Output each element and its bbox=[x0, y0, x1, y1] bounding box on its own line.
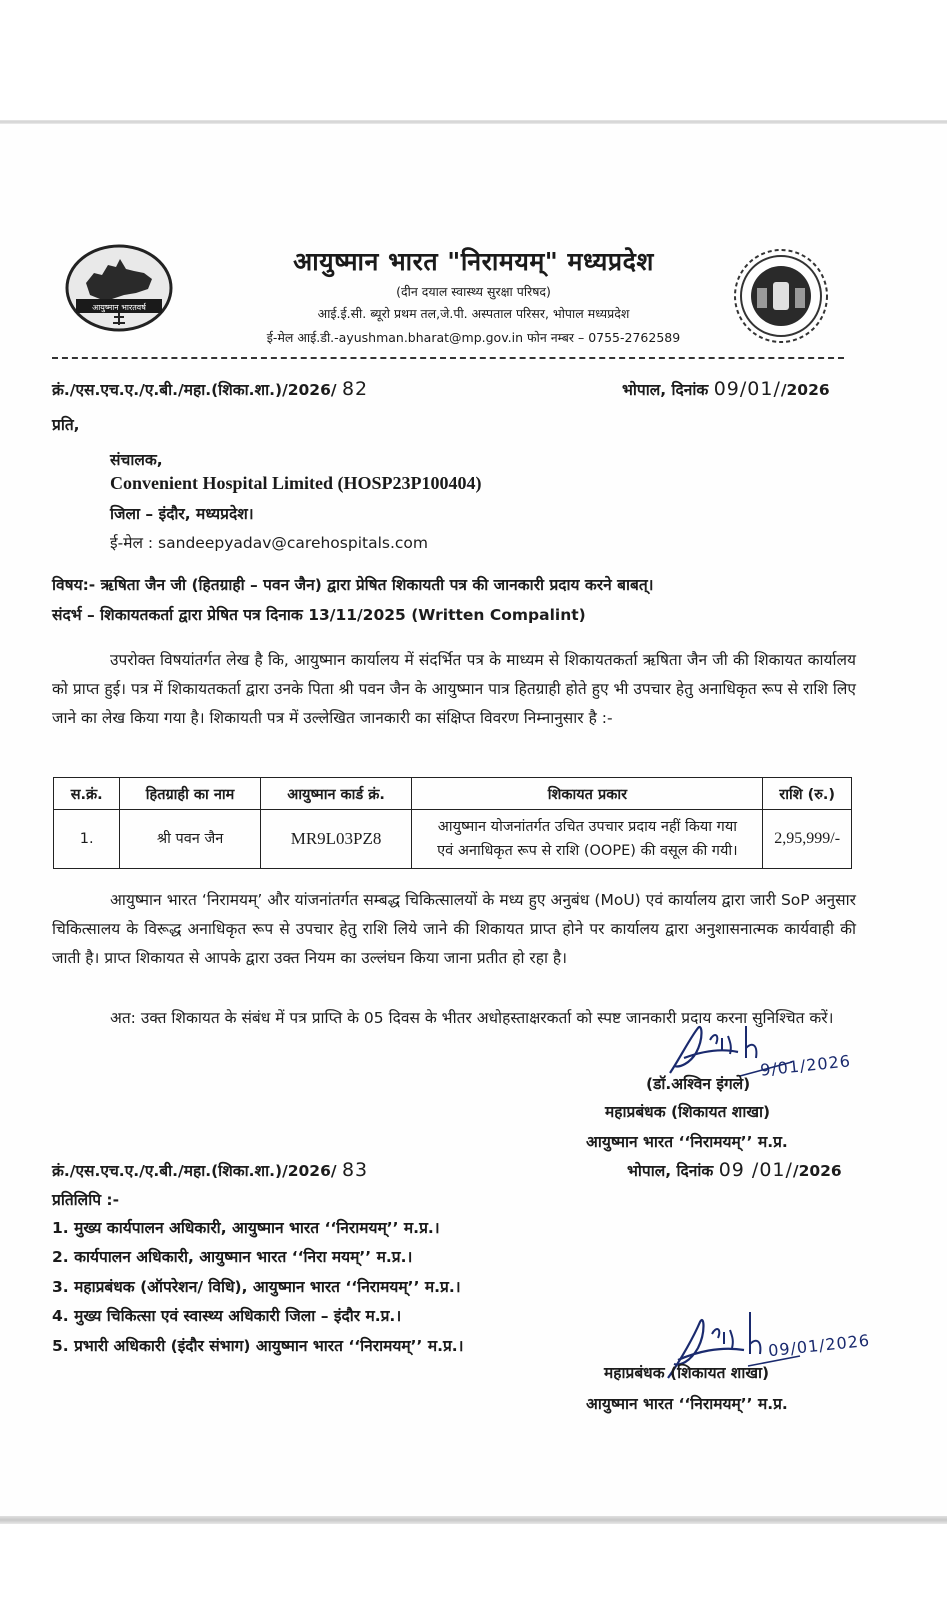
letter-date-handwritten: 09/01/ bbox=[713, 378, 781, 400]
cc-item: 2. कार्यपालन अधिकारी, आयुष्मान भारत ‘‘निरा मयम्’’ म.प्र.। bbox=[52, 1248, 413, 1266]
letter-date-year: /2026 bbox=[780, 381, 830, 399]
addressee-designation: संचालक, bbox=[110, 451, 163, 469]
reference-number-prefix: क्रं./एस.एच.ए./ए.बी./महा.(शिका.शा.)/2026/ bbox=[52, 381, 337, 399]
copy-date-prefix: भोपाल, दिनांक bbox=[627, 1162, 714, 1180]
header-divider bbox=[52, 357, 844, 359]
cell-card-number: MR9L03PZ8 bbox=[260, 810, 412, 869]
table-header-row bbox=[54, 778, 852, 810]
letterhead-contact: ई-मेल आई.डी.-ayushman.bharat@mp.gov.in फोन नम्बर – 0755-2762589 bbox=[266, 330, 681, 345]
copy-reference-number bbox=[52, 1159, 368, 1181]
copy-date bbox=[627, 1159, 842, 1181]
signatory-organization: आयुष्मान भारत ‘‘निरामयम्’’ म.प्र. bbox=[586, 1133, 788, 1151]
col-header-card: आयुष्मान कार्ड क्रं. bbox=[260, 778, 412, 810]
cc-item: 4. मुख्य चिकित्सा एवं स्वास्थ्य अधिकारी जिला – इंदौर म.प्र.। bbox=[52, 1307, 402, 1325]
col-header-complaint-type: शिकायत प्रकार bbox=[412, 778, 763, 810]
cc-heading: प्रतिलिपि :- bbox=[52, 1191, 120, 1209]
letter-reference: संदर्भ – शिकायतकर्ता द्वारा प्रेषित पत्र दिनाक 13/11/2025 (Written Compalint) bbox=[52, 606, 586, 624]
cc-item: 1. मुख्य कार्यपालन अधिकारी, आयुष्मान भारत ‘‘निरामयम्’’ म.प्र.। bbox=[52, 1219, 440, 1237]
letterhead-subtitle: (दीन दयाल स्वास्थ्य सुरक्षा परिषद) bbox=[396, 284, 551, 299]
body-paragraph-1: उपरोक्त विषयांतर्गत लेख है कि, आयुष्मान कार्यालय में संदर्भित पत्र के माध्यम से शिकायतकर्ता ऋषिता जैन जी की शिकायत कार्यालय को प्राप्त हुई। पत्र में शिकायतकर्ता द्वारा उनके पिता श्री पवन जैन के आयुष्मान पात्र हितग्राही होते हुए भी उपचार हेतु अनाधिकृत रूप से राशि लिए जाने का लेख किया गया है। शिकायती पत्र में उल्लेखित जानकारी का संक्षिप्त विवरण निम्नानुसार है :- bbox=[52, 651, 856, 727]
col-header-amount: राशि (रु.) bbox=[763, 778, 852, 810]
letter-date-prefix: भोपाल, दिनांक bbox=[622, 381, 709, 399]
copy-signatory-organization: आयुष्मान भारत ‘‘निरामयम्’’ म.प्र. bbox=[586, 1395, 788, 1413]
signatory-name: (डॉ.अश्विन इंगले) bbox=[646, 1075, 751, 1093]
reference-number-handwritten: 82 bbox=[341, 378, 369, 400]
complaint-line-2: एवं अनाधिकृत रूप से राशि (OOPE) की वसूल की गयी। bbox=[437, 843, 738, 859]
body-paragraph-3: अत: उक्त शिकायत के संबंध में पत्र प्राप्ति के 05 दिवस के भीतर अधोहस्ताक्षरकर्ता को स्पष्ट जानकारी प्रदाय करना सुनिश्चित करें। bbox=[110, 1009, 834, 1027]
complaint-line-1: आयुष्मान योजनांतर्गत उचित उपचार प्रदाय नहीं किया गया bbox=[437, 819, 738, 835]
reference-number bbox=[52, 378, 368, 400]
signatory-designation: महाप्रबंधक (शिकायत शाखा) bbox=[605, 1103, 771, 1121]
body-paragraph-2: आयुष्मान भारत ‘निरामयम्’ और यांजनांतर्गत सम्बद्ध चिकित्सालयों के मध्य हुए अनुबंध (MoU) एवं कार्यालय द्वारा जारी SoP अनुसार चिकित्सालय के विरूद्ध अनाधिकृत रूप से उपचार हेतु राशि लिये जाने की शिकायत प्राप्त होने पर कार्यालय द्वारा अनुशासनात्मक कार्यवाही की जाती है। प्राप्त शिकायत से आपके द्वारा उक्त नियम का उल्लंघन किया जाना प्रतीत हो रहा है। bbox=[52, 891, 856, 967]
cc-item: 5. प्रभारी अधिकारी (इंदौर संभाग) आयुष्मान भारत ‘‘निरामयम्’’ म.प्र.। bbox=[52, 1337, 464, 1355]
col-header-beneficiary: हितग्राही का नाम bbox=[120, 778, 260, 810]
complaint-table bbox=[53, 777, 852, 869]
col-header-serial: स.क्रं. bbox=[54, 778, 120, 810]
cell-serial: 1. bbox=[54, 810, 120, 869]
page-bottom-edge bbox=[0, 1516, 947, 1524]
letter-subject: विषय:- ऋषिता जैन जी (हितग्राही – पवन जैन) द्वारा प्रेषित शिकायती पत्र की जानकारी प्रदाय करने बाबत्। bbox=[52, 576, 654, 594]
copy-signatory-designation: महाप्रबंधक (शिकायत शाखा) bbox=[604, 1364, 770, 1382]
cell-amount: 2,95,999/- bbox=[763, 810, 852, 869]
cell-beneficiary: श्री पवन जैन bbox=[120, 810, 260, 869]
svg-text:आयुष्मान भारतवर्ष: आयुष्मान भारतवर्ष bbox=[92, 303, 146, 312]
addressee-district: जिला – इंदौर, मध्यप्रदेश। bbox=[110, 505, 254, 523]
cell-complaint-type bbox=[412, 810, 763, 869]
letterhead-address: आई.ई.सी. ब्यूरो प्रथम तल,जे.पी. अस्पताल परिसर, भोपाल मध्यप्रदेश bbox=[317, 306, 630, 321]
copy-reference-handwritten: 83 bbox=[341, 1159, 369, 1181]
letter-date bbox=[622, 378, 830, 400]
addressee-email: ई-मेल : sandeepyadav@carehospitals.com bbox=[110, 534, 428, 552]
signature-1-date: 9/01/2026 bbox=[759, 1051, 852, 1080]
copy-reference-prefix: क्रं./एस.एच.ए./ए.बी./महा.(शिका.शा.)/2026/ bbox=[52, 1162, 337, 1180]
cc-item: 3. महाप्रबंधक (ऑपरेशन/ विधि), आयुष्मान भारत ‘‘निरामयम्’’ म.प्र.। bbox=[52, 1278, 461, 1296]
addressee-hospital: Convenient Hospital Limited (HOSP23P100404) bbox=[110, 473, 482, 493]
signature-2-date: 09/01/2026 bbox=[767, 1330, 871, 1361]
table-row bbox=[54, 810, 852, 869]
salutation: प्रति, bbox=[52, 416, 80, 434]
copy-date-year: /2026 bbox=[792, 1162, 842, 1180]
copy-date-handwritten: 09 /01/ bbox=[718, 1159, 793, 1181]
letterhead-title: आयुष्मान भारत "निरामयम्" मध्यप्रदेश bbox=[293, 247, 654, 276]
